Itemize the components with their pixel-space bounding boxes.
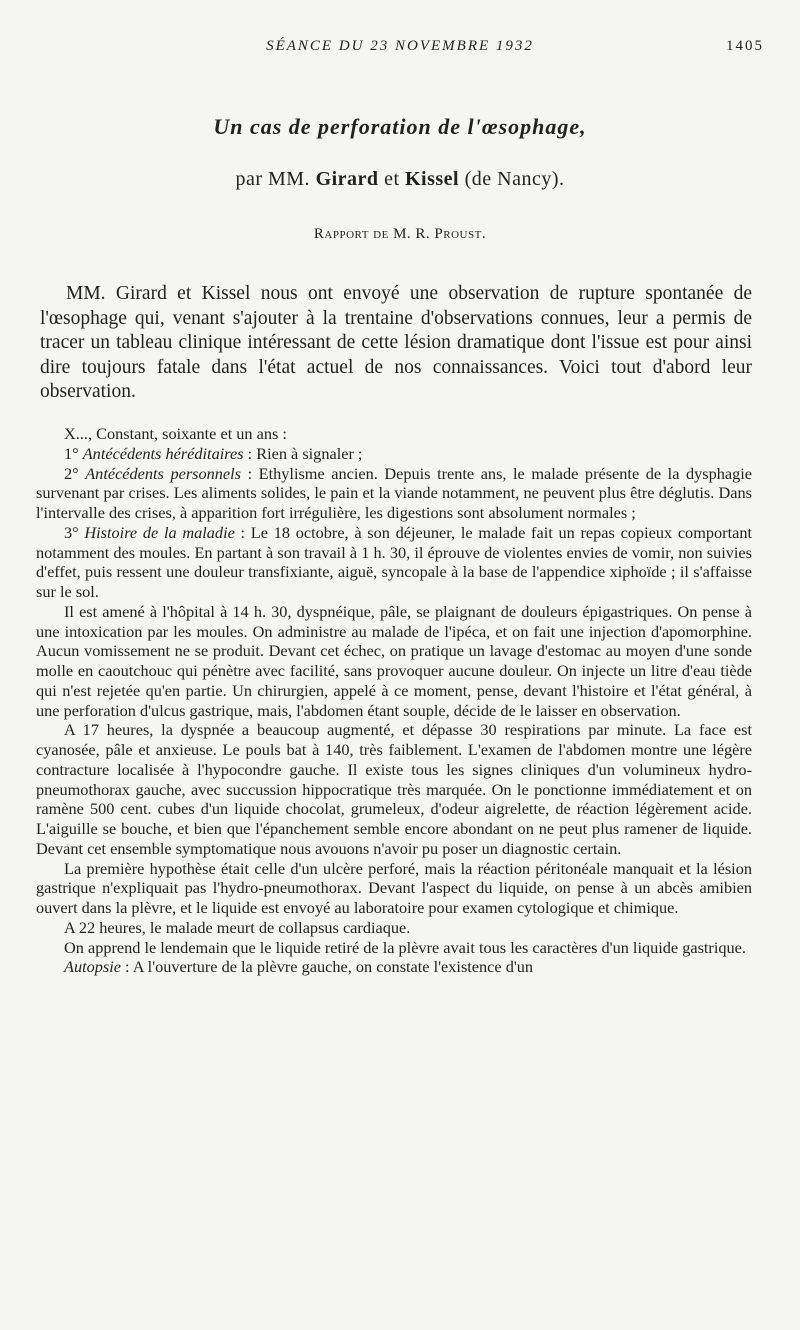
twenty-two-hours-paragraph: A 22 heures, le malade meurt de collapsus cardiaque. [64, 917, 411, 937]
illness-history-number: 3° [64, 522, 79, 542]
personal-history-text: : Ethylisme ancien. Depuis trente ans, le malade présente de la dysphagie survenant par crises. Les aliments solides, le pain et la viande notamment, ne peuvent plus être déglutis. Dans l'intervalle des crises, à apparition fort irrégulière, les digestions sont absolument normales ; [36, 463, 752, 522]
running-head [0, 38, 800, 58]
hospital-paragraph: Il est amené à l'hôpital à 14 h. 30, dyspnéique, pâle, se plaignant de douleurs épigastriques. On pense à une intoxication par les moules. On administre au malade de l'ipéca, et on fait une injection d'apomorphine. Aucun vomissement ne se produit. Devant cet échec, on pratique un lavage d'estomac au moyen d'une sonde molle en caoutchouc qui pénètre avec facilité, sans provoquer aucune douleur. On injecte un litre d'eau tiède qui n'est rejetée qu'en partie. Un chirurgien, appelé à ce moment, pense, devant l'histoire et l'état général, à une perforation d'ulcus gastrique, mais, l'abdomen étant souple, décide de le laisser en observation. [36, 601, 752, 720]
page-number: 1405 [726, 38, 764, 54]
article-title: Un cas de perforation de l'œsophage, [213, 114, 587, 139]
illness-history-text: : Le 18 octobre, à son déjeuner, le malade fait un repas copieux comportant notamment des moules. En partant à son travail à 1 h. 30, il éprouve de violentes envies de vomir, non suivies d'effet, puis ressent une douleur transfixiante, aiguë, syncopale à la base de l'appendice xiphoïde ; il s'affaisse sur le sol. [36, 522, 752, 601]
autopsy-paragraph [36, 957, 752, 977]
heredity-number: 1° [64, 443, 79, 463]
illness-history-label: Histoire de la maladie [84, 522, 235, 542]
byline-prefix: par MM. [235, 168, 311, 190]
next-day-paragraph: On apprend le lendemain que le liquide retiré de la plèvre avait tous les caractères d'un liquide gastrique. [64, 937, 746, 957]
autopsy-text: : A l'ouverture de la plèvre gauche, on constate l'existence d'un [120, 957, 534, 977]
byline-and: et [384, 168, 400, 190]
heredity-label: Antécédents héréditaires [82, 443, 244, 463]
running-head-title: SÉANCE DU 23 NOVEMBRE 1932 [266, 38, 534, 54]
heredity-text: : Rien à signaler ; [243, 443, 363, 463]
hypothesis-paragraph: La première hypothèse était celle d'un ulcère perforé, mais la réaction péritonéale manquait et la lésion gastrique n'expliquait pas l'hydro-pneumothorax. Devant l'aspect du liquide, on pense à un abcès amibien ouvert dans la plèvre, et le liquide est envoyé au laboratoire pour examen cytologique et chimique. [36, 858, 752, 917]
personal-history-number: 2° [64, 463, 79, 483]
author-kissel: Kissel [405, 168, 460, 190]
intro-paragraph: MM. Girard et Kissel nous ont envoyé une observation de rupture spontanée de l'œsophage qui, venant s'ajouter à la trentaine d'observations connues, leur a permis de tracer un tableau clinique intéressant de cette lésion dramatique dont l'issue est pour ainsi dire toujours fatale dans l'état actuel de nos connaissances. Voici tout d'abord leur observation. [40, 283, 752, 402]
report-line: Rapport de M. R. Proust. [313, 226, 487, 242]
personal-history-label: Antécédents personnels [85, 463, 242, 483]
seventeen-hours-paragraph: A 17 heures, la dyspnée a beaucoup augmenté, et dépasse 30 respirations par minute. La face est cyanosée, pâle et anxieuse. Le pouls bat à 140, très faiblement. L'examen de l'abdomen montre une légère contracture localisée à l'hypocondre gauche. Il existe tous les signes cliniques d'un volumineux hydro-pneumothorax gauche, avec succussion hippocratique très marquée. On le ponctionne immédiatement et on ramène 500 cent. cubes d'un liquide chocolat, grumeleux, d'odeur aigrelette, de réaction légèrement acide. L'aiguille se bouche, et bien que l'épanchement semble encore abondant on ne peut plus ramener de liquide. Devant cet ensemble symptomatique nous avouons n'avoir pu poser un diagnostic certain. [36, 720, 752, 858]
illness-history-paragraph [36, 523, 752, 602]
patient-line: X..., Constant, soixante et un ans : [64, 424, 287, 443]
byline [0, 168, 800, 191]
byline-affiliation: (de Nancy). [464, 168, 565, 190]
heredity-paragraph [36, 444, 752, 464]
personal-history-paragraph [36, 464, 752, 523]
author-girard: Girard [315, 168, 379, 190]
observation-body [36, 424, 752, 977]
autopsy-label: Autopsie [64, 957, 121, 977]
